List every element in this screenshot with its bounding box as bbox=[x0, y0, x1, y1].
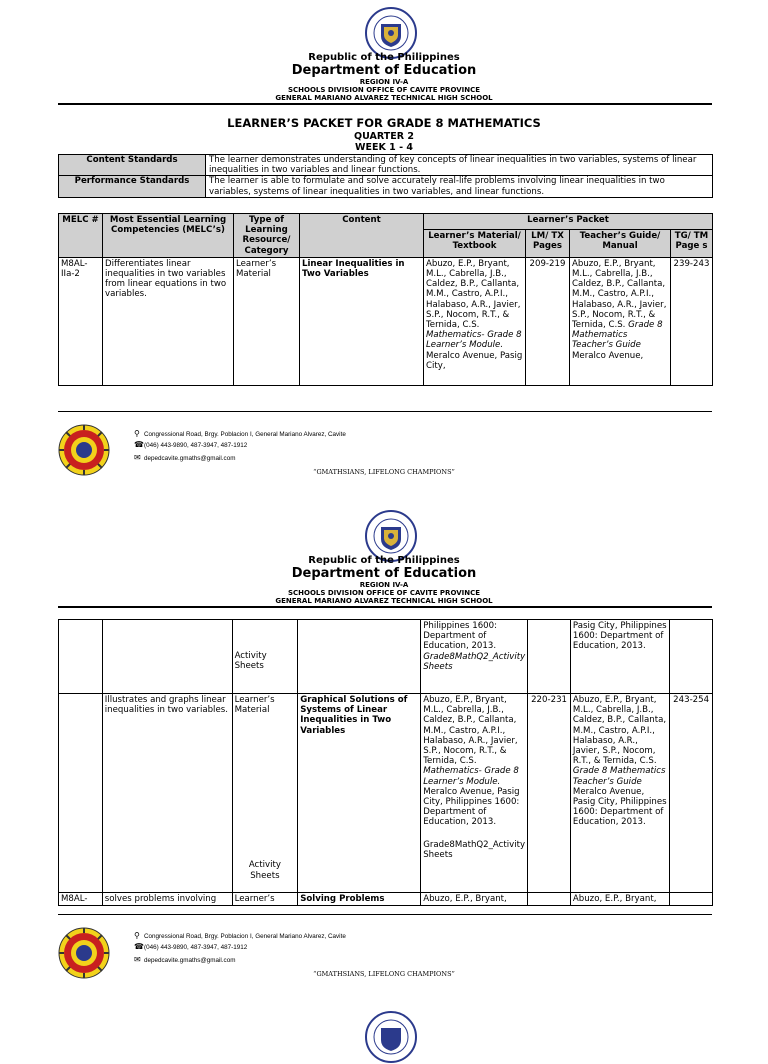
tg-reference bbox=[570, 694, 669, 893]
footer-divider bbox=[58, 411, 712, 412]
content-standards-row bbox=[59, 155, 713, 176]
department-title: Department of Education bbox=[291, 566, 477, 581]
email-text: depedcavite.gmaths@gmail.com bbox=[144, 957, 236, 964]
table-row bbox=[59, 694, 713, 893]
content-topic: Graphical Solutions of Systems of Linear Inequalities in Two Variables bbox=[298, 694, 421, 893]
republic-line: Republic of the Philippines bbox=[308, 52, 460, 63]
table-row bbox=[59, 257, 713, 385]
performance-standards-text: The learner is able to formulate and solve accurately real-life problems involving linear inequalities in two variables, systems of linear inequalities in two variables, and linear functions. bbox=[206, 176, 713, 197]
phone-line bbox=[134, 440, 247, 449]
email-icon: ✉ bbox=[134, 453, 141, 462]
email-text: depedcavite.gmaths@gmail.com bbox=[144, 455, 236, 462]
phone-icon: ☎ bbox=[134, 942, 144, 951]
lm-publisher: Meralco Avenue, Pasig City, Philippines 1600: Department of Education, 2013. bbox=[423, 786, 520, 828]
division-line: SCHOOLS DIVISION OFFICE OF CAVITE PROVINCE bbox=[287, 589, 481, 597]
lm-publisher: Philippines 1600: Department of Education, 2013. bbox=[423, 621, 498, 652]
tg-title: Grade 8 Mathematics Teacher’s Guide bbox=[572, 766, 666, 787]
table-row bbox=[59, 620, 713, 694]
tg-reference bbox=[570, 257, 671, 385]
lm-publisher: Meralco Avenue, Pasig City, bbox=[426, 350, 523, 371]
school-line: GENERAL MARIANO ALVAREZ TECHNICAL HIGH SCHOOL bbox=[275, 94, 493, 102]
lm-pages bbox=[528, 620, 571, 694]
lm-authors: Abuzo, E.P., Bryant, M.L., Cabrella, J.B., Caldez, B.P., Callanta, M.M., Castro, A.P.I., Halabaso, A.R., Javier, S.P., Nocom, R.T., & Ternida, C.S. bbox=[423, 695, 518, 767]
header-divider bbox=[58, 606, 712, 608]
school-motto: “GMATHSIANS, LIFELONG CHAMPIONS” bbox=[313, 970, 455, 978]
lm-pages bbox=[528, 893, 571, 906]
week-label: WEEK 1 - 4 bbox=[355, 142, 413, 153]
table-row bbox=[59, 893, 713, 906]
school-line: GENERAL MARIANO ALVAREZ TECHNICAL HIGH SCHOOL bbox=[275, 597, 493, 605]
lm-title: Mathematics- Grade 8 Learner’s Module. bbox=[423, 766, 519, 787]
melc-code: M8AL- bbox=[59, 893, 103, 906]
tg-authors: Abuzo, E.P., Bryant, M.L., Cabrella, J.B., Caldez, B.P., Callanta, M.M., Castro, A.P.I., Halabaso, A.R., Javier, S.P., Nocom, R.T., & Ternida, C.S. bbox=[572, 695, 667, 767]
tg-reference: Abuzo, E.P., Bryant, bbox=[570, 893, 669, 906]
phone-text: (046) 443-9890, 487-3947, 487-1912 bbox=[144, 944, 248, 951]
content-topic: Linear Inequalities in Two Variables bbox=[300, 257, 424, 385]
content-topic: Solving Problems bbox=[298, 893, 421, 906]
tg-title: Grade 8 Mathematics Teacher’s Guide bbox=[572, 320, 663, 351]
resource-primary: Learner’s Material bbox=[234, 695, 275, 716]
location-pin-icon: ⚲ bbox=[134, 429, 140, 438]
table-header-row bbox=[59, 214, 713, 230]
col-tg-manual: Teacher’s Guide/ Manual bbox=[570, 229, 671, 257]
col-lm-textbook: Learner’s Material/ Textbook bbox=[424, 229, 526, 257]
phone-text: (046) 443-9890, 487-3947, 487-1912 bbox=[144, 442, 248, 449]
tg-reference: Pasig City, Philippines 1600: Department of Education, 2013. bbox=[570, 620, 669, 694]
melc-code: M8AL-IIa-2 bbox=[59, 257, 103, 385]
tg-pages bbox=[670, 620, 713, 694]
region-line: REGION IV-A bbox=[359, 78, 409, 86]
melc-table-continued bbox=[58, 619, 713, 906]
lm-title: Mathematics- Grade 8 Learner’s Module. bbox=[426, 330, 522, 351]
col-learners-packet: Learner’s Packet bbox=[424, 214, 713, 230]
lm-activity-sheets: Grade8MathQ2_Activity Sheets bbox=[423, 651, 526, 672]
resource-type: Activity Sheets bbox=[232, 620, 298, 694]
school-motto: “GMATHSIANS, LIFELONG CHAMPIONS” bbox=[313, 468, 455, 476]
tg-publisher: Meralco Avenue, bbox=[572, 350, 644, 361]
melc-code bbox=[59, 694, 103, 893]
lm-reference bbox=[421, 694, 528, 893]
performance-standards-label: Performance Standards bbox=[59, 176, 206, 197]
competency-text: Differentiates linear inequalities in two variables from linear equations in two variables. bbox=[103, 257, 234, 385]
resource-type: Learner’s bbox=[232, 893, 298, 906]
lm-activity-sheets: Grade8MathQ2_Activity Sheets bbox=[423, 839, 526, 860]
republic-line: Republic of the Philippines bbox=[308, 555, 460, 566]
quarter-label: QUARTER 2 bbox=[354, 131, 414, 142]
tg-pages: 243-254 bbox=[670, 694, 713, 893]
email-line bbox=[134, 955, 235, 964]
department-title: Department of Education bbox=[291, 63, 477, 78]
lm-pages: 209-219 bbox=[526, 257, 570, 385]
deped-seal-icon bbox=[364, 1010, 418, 1064]
lm-reference: Abuzo, E.P., Bryant, bbox=[421, 893, 528, 906]
address-line bbox=[134, 931, 346, 940]
melc-table bbox=[58, 213, 713, 386]
tg-publisher: Meralco Avenue, Pasig City, Philippines 1600: Department of Education, 2013. bbox=[572, 786, 667, 828]
tg-authors: Abuzo, E.P., Bryant, M.L., Cabrella, J.B., Caldez, B.P., Callanta, M.M., Castro, A.P.I., Halabaso, A.R., Javier, S.P., Nocom, R.T., & Ternida, C.S. bbox=[572, 258, 667, 331]
email-line bbox=[134, 453, 235, 462]
resource-type: Learner’s Material bbox=[234, 257, 300, 385]
content-topic bbox=[298, 620, 421, 694]
region-line: REGION IV-A bbox=[359, 581, 409, 589]
content-standards-text: The learner demonstrates understanding of key concepts of linear inequalities in two variables, systems of linear inequalities in two variables and linear functions. bbox=[206, 155, 713, 176]
standards-table bbox=[58, 154, 713, 198]
col-resource-type: Type of Learning Resource/ Category bbox=[234, 214, 300, 258]
lm-authors: Abuzo, E.P., Bryant, M.L., Cabrella, J.B., Caldez, B.P., Callanta, M.M., Castro, A.P.I., Halabaso, A.R., Javier, S.P., Nocom, R.T., & Ternida, C.S. bbox=[426, 258, 521, 331]
melc-code bbox=[59, 620, 103, 694]
content-standards-label: Content Standards bbox=[59, 155, 206, 176]
division-line: SCHOOLS DIVISION OFFICE OF CAVITE PROVINCE bbox=[287, 86, 481, 94]
tg-pages: 239-243 bbox=[671, 257, 713, 385]
resource-type bbox=[232, 694, 298, 893]
competency-text bbox=[102, 620, 232, 694]
lm-reference bbox=[424, 257, 526, 385]
lm-pages: 220-231 bbox=[528, 694, 571, 893]
location-pin-icon: ⚲ bbox=[134, 931, 140, 940]
address-line bbox=[134, 429, 346, 438]
col-competency: Most Essential Learning Competencies (MELC’s) bbox=[103, 214, 234, 258]
competency-text: Illustrates and graphs linear inequalities in two variables. bbox=[102, 694, 232, 893]
header-divider bbox=[58, 103, 712, 105]
competency-text: solves problems involving bbox=[102, 893, 232, 906]
phone-line bbox=[134, 942, 247, 951]
phone-icon: ☎ bbox=[134, 440, 144, 449]
col-lm-pages: LM/ TX Pages bbox=[526, 229, 570, 257]
lm-reference bbox=[421, 620, 528, 694]
col-melc-number: MELC # bbox=[59, 214, 103, 258]
col-content: Content bbox=[300, 214, 424, 258]
email-icon: ✉ bbox=[134, 955, 141, 964]
address-text: Congressional Road, Brgy. Poblacion I, General Mariano Alvarez, Cavite bbox=[144, 431, 346, 438]
col-tg-pages: TG/ TM Page s bbox=[671, 229, 713, 257]
tg-pages bbox=[670, 893, 713, 906]
performance-standards-row bbox=[59, 176, 713, 197]
packet-title: LEARNER’S PACKET FOR GRADE 8 MATHEMATICS bbox=[227, 116, 541, 130]
address-text: Congressional Road, Brgy. Poblacion I, General Mariano Alvarez, Cavite bbox=[144, 933, 346, 940]
resource-secondary: Activity Sheets bbox=[248, 860, 281, 881]
footer-divider bbox=[58, 914, 712, 915]
